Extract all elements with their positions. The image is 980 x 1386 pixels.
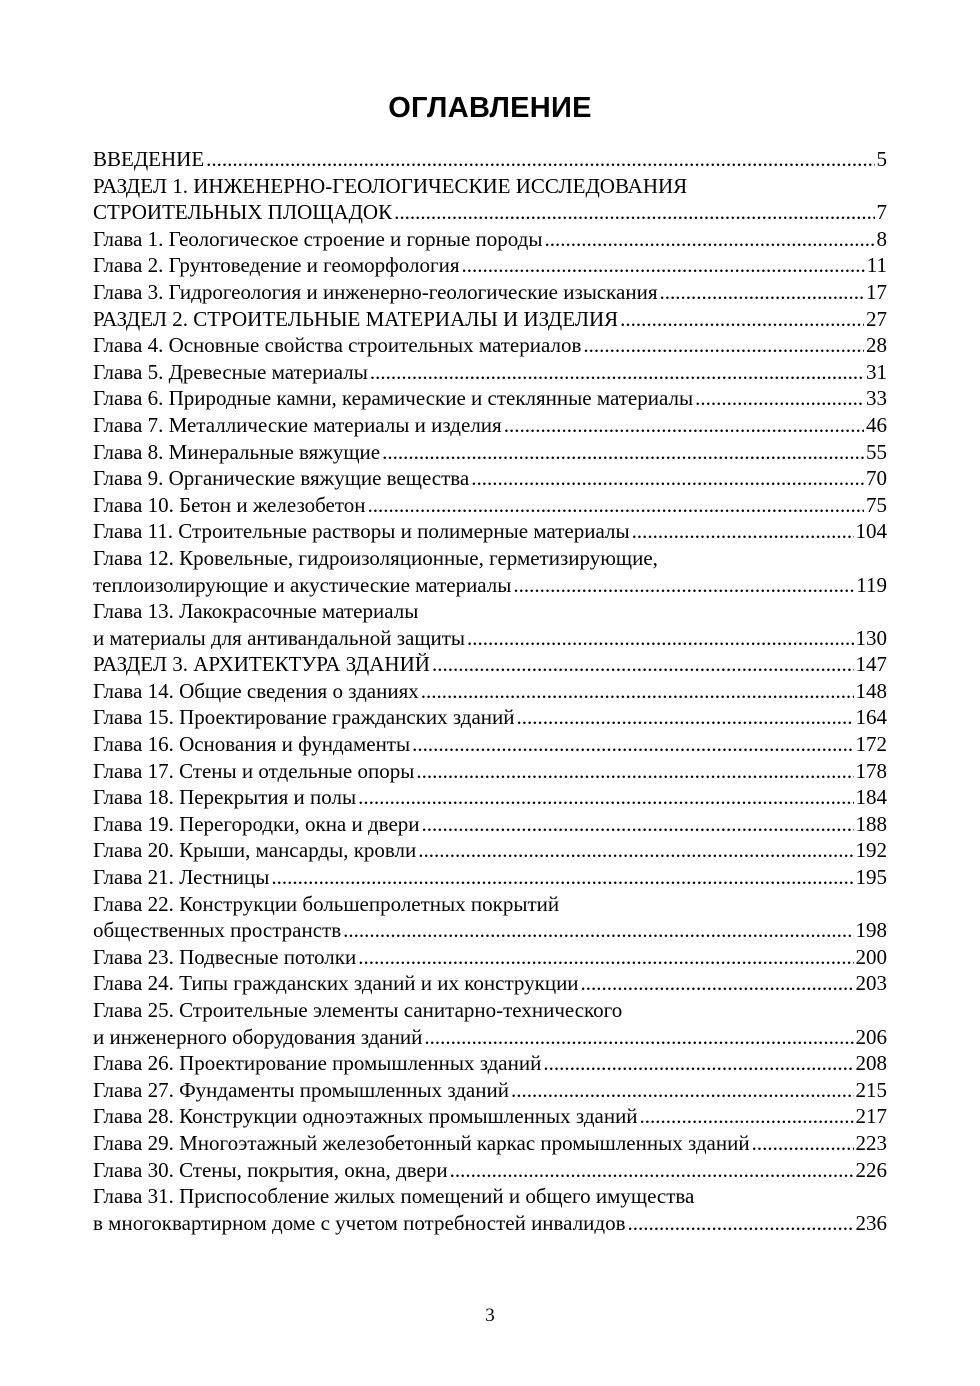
toc-entry[interactable] (93, 359, 887, 386)
dot-leader (467, 625, 853, 652)
toc-page-number: 5 (876, 147, 887, 171)
toc-entry[interactable] (93, 758, 887, 785)
toc-line (93, 731, 887, 758)
toc-entry-title: ВВЕДЕНИЕ (93, 147, 205, 171)
toc-line (93, 704, 887, 731)
toc-page-number: 33 (866, 386, 887, 411)
toc-entry[interactable] (93, 492, 887, 519)
toc-entry[interactable] (93, 891, 887, 944)
toc-entry-title: теплоизолирующие и акустические материалы (93, 572, 512, 597)
toc-entry[interactable] (93, 598, 887, 651)
toc-entry-title: Глава 9. Органические вяжущие вещества (93, 466, 470, 491)
toc-entry-title: Глава 8. Минеральные вяжущие (93, 439, 381, 464)
toc-entry-title: Глава 12. Кровельные, гидроизоляционные, герметизирующие, (93, 545, 658, 570)
toc-entry[interactable] (93, 1077, 887, 1104)
toc-entry-title: и материалы для антивандальной защиты (93, 625, 466, 650)
toc-line (93, 572, 887, 599)
toc-entry-title: в многоквартирном доме с учетом потребностей инвалидов (93, 1210, 626, 1235)
dot-leader (628, 1210, 854, 1237)
toc-page-number: 46 (866, 412, 887, 437)
dot-leader (462, 252, 865, 279)
toc-line (93, 811, 887, 838)
toc-entry-title: СТРОИТЕЛЬНЫХ ПЛОЩАДОК (93, 200, 393, 225)
toc-line (93, 146, 887, 173)
dot-leader (412, 731, 853, 758)
toc-line (93, 917, 887, 944)
toc-entry[interactable] (93, 970, 887, 997)
toc-entry[interactable] (93, 784, 887, 811)
dot-leader (450, 1157, 854, 1184)
toc-entry-title: Глава 15. Проектирование гражданских зданий (93, 705, 515, 730)
toc-line (93, 651, 887, 678)
toc-page-number: 208 (855, 1051, 887, 1076)
page-title: ОГЛАВЛЕНИЕ (388, 92, 592, 124)
toc-line (93, 385, 887, 412)
dot-leader (752, 1130, 854, 1157)
dot-leader (416, 758, 853, 785)
dot-leader (640, 1103, 854, 1130)
toc-line (93, 758, 887, 785)
toc-page-number: 198 (855, 918, 887, 943)
toc-entry-title: Глава 1. Геологическое строение и горные породы (93, 226, 543, 251)
toc-line (93, 306, 887, 333)
toc-entry[interactable] (93, 306, 887, 333)
toc-entry-title: Глава 4. Основные свойства строительных материалов (93, 333, 582, 358)
toc-entry[interactable] (93, 173, 887, 226)
toc-page-number: 215 (855, 1077, 887, 1102)
dot-leader (581, 970, 854, 997)
toc-entry[interactable] (93, 465, 887, 492)
toc-line (93, 1077, 887, 1104)
toc-entry-title: Глава 18. Перекрытия и полы (93, 785, 357, 810)
dot-leader (382, 439, 864, 466)
dot-leader (418, 837, 853, 864)
toc-page-number: 236 (855, 1210, 887, 1235)
toc-page-number: 11 (866, 253, 887, 278)
toc-entry[interactable] (93, 837, 887, 864)
toc-page-number: 226 (855, 1157, 887, 1182)
toc-entry[interactable] (93, 518, 887, 545)
toc-line (93, 1183, 887, 1210)
toc-entry[interactable] (93, 1103, 887, 1130)
toc-page-number: 27 (866, 306, 887, 331)
toc-page-number: 8 (876, 226, 887, 251)
toc-line (93, 518, 887, 545)
toc-entry[interactable] (93, 439, 887, 466)
toc-page-number: 184 (855, 785, 887, 810)
toc-page-number: 70 (866, 466, 887, 491)
toc-page-number: 28 (866, 333, 887, 358)
toc-line (93, 1103, 887, 1130)
toc-page-number: 148 (855, 678, 887, 703)
toc-entry-title: Глава 23. Подвесные потолки (93, 944, 357, 969)
toc-line (93, 439, 887, 466)
dot-leader (620, 306, 864, 333)
toc-line (93, 1210, 887, 1237)
toc-page-number: 178 (855, 758, 887, 783)
toc-line (93, 545, 887, 572)
toc-entry-title: Глава 6. Природные камни, керамические и стеклянные материалы (93, 386, 694, 411)
toc-entry-title: общественных пространств (93, 918, 342, 943)
toc-line (93, 173, 887, 200)
toc-entry-title: и инженерного оборудования зданий (93, 1024, 423, 1049)
toc-line (93, 465, 887, 492)
toc-entry[interactable] (93, 252, 887, 279)
toc-entry-title: Глава 28. Конструкции одноэтажных промышленных зданий (93, 1104, 638, 1129)
toc-entry-title: Глава 10. Бетон и железобетон (93, 492, 366, 517)
table-of-contents (93, 146, 887, 1236)
toc-page-number: 7 (876, 200, 887, 225)
dot-leader (695, 385, 864, 412)
toc-entry-title: Глава 27. Фундаменты промышленных зданий (93, 1077, 509, 1102)
toc-entry[interactable] (93, 226, 887, 253)
toc-line (93, 199, 887, 226)
dot-leader (432, 651, 854, 678)
toc-line (93, 944, 887, 971)
toc-entry[interactable] (93, 1050, 887, 1077)
toc-entry-title: РАЗДЕЛ 1. ИНЖЕНЕРНО-ГЕОЛОГИЧЕСКИЕ ИССЛЕДОВАНИЯ (93, 173, 688, 198)
toc-line (93, 1024, 887, 1051)
toc-page-number: 192 (855, 838, 887, 863)
dot-leader (517, 704, 854, 731)
toc-entry[interactable] (93, 1130, 887, 1157)
toc-page-number: 172 (855, 732, 887, 757)
dot-leader (271, 864, 853, 891)
dot-leader (370, 359, 864, 386)
toc-entry[interactable] (93, 1157, 887, 1184)
toc-line (93, 1130, 887, 1157)
toc-page-number: 164 (855, 705, 887, 730)
toc-entry[interactable] (93, 731, 887, 758)
toc-page-number: 75 (866, 492, 887, 517)
dot-leader (206, 146, 874, 173)
toc-entry[interactable] (93, 545, 887, 598)
toc-entry-title: Глава 20. Крыши, мансарды, кровли (93, 838, 417, 863)
toc-entry[interactable] (93, 1183, 887, 1236)
toc-entry[interactable] (93, 678, 887, 705)
toc-entry-title: Глава 14. Общие сведения о зданиях (93, 678, 419, 703)
toc-entry-title: Глава 25. Строительные элементы санитарно-технического (93, 998, 623, 1022)
toc-entry[interactable] (93, 146, 887, 173)
toc-line (93, 678, 887, 705)
toc-page-number: 200 (855, 944, 887, 969)
toc-entry-title: Глава 5. Древесные материалы (93, 359, 368, 384)
toc-entry-title: Глава 16. Основания и фундаменты (93, 732, 411, 757)
toc-line (93, 784, 887, 811)
toc-line (93, 1050, 887, 1077)
toc-entry[interactable] (93, 385, 887, 412)
toc-line (93, 891, 887, 918)
toc-line (93, 598, 887, 625)
toc-line (93, 864, 887, 891)
toc-entry[interactable] (93, 332, 887, 359)
toc-entry-title: Глава 2. Грунтоведение и геоморфология (93, 253, 460, 278)
toc-line (93, 492, 887, 519)
toc-entry[interactable] (93, 864, 887, 891)
dot-leader (424, 1024, 853, 1051)
toc-line (93, 252, 887, 279)
toc-entry-title: Глава 19. Перегородки, окна и двери (93, 811, 420, 836)
dot-leader (504, 412, 864, 439)
dot-leader (543, 1050, 853, 1077)
toc-line (93, 837, 887, 864)
dot-leader (471, 465, 864, 492)
toc-entry[interactable] (93, 704, 887, 731)
toc-entry[interactable] (93, 944, 887, 971)
dot-leader (511, 1077, 854, 1104)
toc-entry-title: Глава 7. Металлические материалы и изделия (93, 412, 502, 437)
toc-page-number: 206 (855, 1024, 887, 1049)
toc-entry[interactable] (93, 651, 887, 678)
dot-leader (422, 811, 854, 838)
toc-line (93, 997, 887, 1024)
dot-leader (394, 199, 874, 226)
toc-page-number: 188 (855, 811, 887, 836)
toc-line (93, 359, 887, 386)
toc-line (93, 625, 887, 652)
dot-leader (358, 784, 853, 811)
toc-page-number: 104 (855, 519, 887, 544)
toc-entry-title: Глава 22. Конструкции большепролетных покрытий (93, 891, 560, 916)
toc-entry[interactable] (93, 412, 887, 439)
toc-page-number: 17 (866, 279, 887, 304)
toc-entry-title: Глава 30. Стены, покрытия, окна, двери (93, 1157, 448, 1182)
toc-page-number: 55 (866, 439, 887, 464)
toc-entry-title: Глава 3. Гидрогеология и инженерно-геологические изыскания (93, 279, 658, 304)
dot-leader (583, 332, 864, 359)
toc-line (93, 412, 887, 439)
dot-leader (544, 226, 874, 253)
dot-leader (358, 944, 853, 971)
toc-line (93, 332, 887, 359)
dot-leader (343, 917, 853, 944)
dot-leader (660, 279, 864, 306)
toc-entry-title: Глава 13. Лакокрасочные материалы (93, 599, 419, 624)
toc-entry-title: Глава 17. Стены и отдельные опоры (93, 758, 415, 783)
toc-line (93, 226, 887, 253)
toc-page-number: 147 (855, 652, 887, 677)
toc-entry-title: Глава 24. Типы гражданских зданий и их конструкции (93, 971, 579, 996)
toc-entry-title: Глава 21. Лестницы (93, 865, 270, 890)
toc-entry-title: Глава 11. Строительные растворы и полимерные материалы (93, 519, 630, 544)
toc-entry[interactable] (93, 811, 887, 838)
toc-line (93, 279, 887, 306)
dot-leader (632, 518, 854, 545)
toc-page-number: 195 (855, 865, 887, 890)
toc-entry-title: РАЗДЕЛ 3. АРХИТЕКТУРА ЗДАНИЙ (93, 652, 430, 677)
toc-page-number: 203 (855, 971, 887, 996)
toc-entry-title: Глава 31. Приспособление жилых помещений и общего имущества (93, 1184, 695, 1209)
dot-leader (421, 678, 854, 705)
toc-line (93, 970, 887, 997)
toc-page-number: 217 (855, 1104, 887, 1129)
toc-line (93, 1157, 887, 1184)
toc-entry-title: Глава 29. Многоэтажный железобетонный каркас промышленных зданий (93, 1130, 750, 1155)
toc-page-number: 130 (855, 625, 887, 650)
toc-page-number: 119 (856, 572, 887, 597)
toc-entry-title: РАЗДЕЛ 2. СТРОИТЕЛЬНЫЕ МАТЕРИАЛЫ И ИЗДЕЛИЯ (93, 306, 619, 331)
toc-page-number: 223 (855, 1130, 887, 1155)
toc-entry-title: Глава 26. Проектирование промышленных зданий (93, 1051, 542, 1076)
toc-page-number: 31 (866, 359, 887, 384)
dot-leader (367, 492, 864, 519)
toc-entry[interactable] (93, 997, 887, 1050)
page-number: 3 (485, 1305, 495, 1326)
dot-leader (513, 572, 854, 599)
toc-entry[interactable] (93, 279, 887, 306)
